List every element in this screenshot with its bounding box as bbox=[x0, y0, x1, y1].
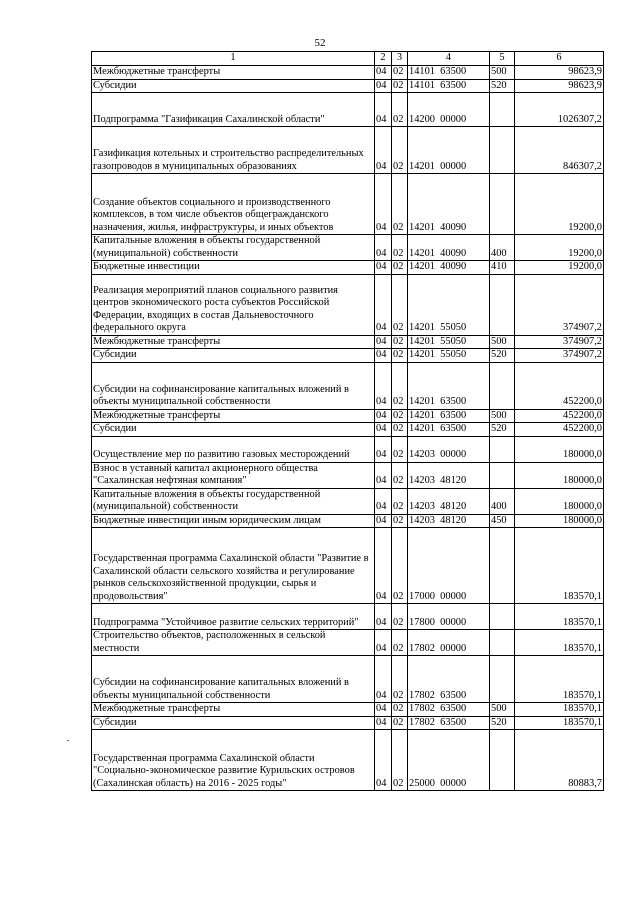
row-name-cell: Создание объектов социального и производственного комплексов, в том числе объектов общегражданского назначения, жилья, инфраструктуры, и иных объектов bbox=[92, 174, 375, 235]
row-c2-cell: 04 bbox=[375, 66, 392, 80]
table-row bbox=[92, 604, 604, 630]
row-c3-cell: 02 bbox=[392, 716, 408, 730]
row-c3-cell: 02 bbox=[392, 335, 408, 349]
row-c5-cell: 410 bbox=[490, 261, 515, 275]
row-name-cell: Межбюджетные трансферты bbox=[92, 335, 375, 349]
row-c3-cell: 02 bbox=[392, 362, 408, 409]
row-name-cell: Бюджетные инвестиции иным юридическим лицам bbox=[92, 514, 375, 528]
row-c4-cell: 17802 63500 bbox=[408, 656, 490, 703]
row-c5-cell bbox=[490, 362, 515, 409]
row-c6-cell: 452200,0 bbox=[515, 423, 604, 437]
row-c3-cell: 02 bbox=[392, 274, 408, 335]
row-c4-cell: 14201 63500 bbox=[408, 423, 490, 437]
table-row bbox=[92, 66, 604, 80]
table-row bbox=[92, 730, 604, 791]
row-c3-cell: 02 bbox=[392, 66, 408, 80]
row-c6-cell: 98623,9 bbox=[515, 66, 604, 80]
row-c5-cell: 500 bbox=[490, 409, 515, 423]
row-c4-cell: 14201 00000 bbox=[408, 127, 490, 174]
row-c2-cell: 04 bbox=[375, 362, 392, 409]
table-row bbox=[92, 235, 604, 261]
row-c4-cell: 17800 00000 bbox=[408, 604, 490, 630]
scan-speck bbox=[67, 740, 69, 741]
row-c6-cell: 846307,2 bbox=[515, 127, 604, 174]
row-c4-cell: 14201 63500 bbox=[408, 362, 490, 409]
row-c6-cell: 183570,1 bbox=[515, 630, 604, 656]
row-c5-cell: 500 bbox=[490, 335, 515, 349]
row-c6-cell: 452200,0 bbox=[515, 362, 604, 409]
table-row bbox=[92, 79, 604, 93]
row-c5-cell: 500 bbox=[490, 703, 515, 717]
row-name-cell: Газификация котельных и строительство распределительных газопроводов в муниципальных образованиях bbox=[92, 127, 375, 174]
row-name-cell: Субсидии bbox=[92, 79, 375, 93]
row-c6-cell: 19200,0 bbox=[515, 261, 604, 275]
row-c4-cell: 14201 55050 bbox=[408, 349, 490, 363]
row-c3-cell: 02 bbox=[392, 127, 408, 174]
row-c4-cell: 14201 40090 bbox=[408, 174, 490, 235]
row-c5-cell bbox=[490, 436, 515, 462]
row-c5-cell: 400 bbox=[490, 488, 515, 514]
row-c6-cell: 19200,0 bbox=[515, 174, 604, 235]
row-c6-cell: 183570,1 bbox=[515, 716, 604, 730]
row-c6-cell: 180000,0 bbox=[515, 514, 604, 528]
row-c2-cell: 04 bbox=[375, 127, 392, 174]
table-row bbox=[92, 174, 604, 235]
row-c3-cell: 02 bbox=[392, 656, 408, 703]
row-c3-cell: 02 bbox=[392, 730, 408, 791]
row-c2-cell: 04 bbox=[375, 630, 392, 656]
row-c4-cell: 14203 00000 bbox=[408, 436, 490, 462]
row-c2-cell: 04 bbox=[375, 349, 392, 363]
row-c2-cell: 04 bbox=[375, 436, 392, 462]
row-c6-cell: 374907,2 bbox=[515, 349, 604, 363]
row-c6-cell: 374907,2 bbox=[515, 274, 604, 335]
row-c3-cell: 02 bbox=[392, 462, 408, 488]
row-name-cell: Капитальные вложения в объекты государственной (муниципальной) собственности bbox=[92, 488, 375, 514]
row-c2-cell: 04 bbox=[375, 488, 392, 514]
row-c4-cell: 14201 55050 bbox=[408, 274, 490, 335]
row-c4-cell: 14201 40090 bbox=[408, 235, 490, 261]
row-name-cell: Межбюджетные трансферты bbox=[92, 409, 375, 423]
row-c2-cell: 04 bbox=[375, 462, 392, 488]
table-row bbox=[92, 409, 604, 423]
table-row bbox=[92, 362, 604, 409]
row-c5-cell: 400 bbox=[490, 235, 515, 261]
row-c2-cell: 04 bbox=[375, 174, 392, 235]
row-c3-cell: 02 bbox=[392, 423, 408, 437]
row-name-cell: Строительство объектов, расположенных в сельской местности bbox=[92, 630, 375, 656]
row-c5-cell bbox=[490, 274, 515, 335]
table-row bbox=[92, 127, 604, 174]
row-c5-cell bbox=[490, 528, 515, 604]
row-c4-cell: 17000 00000 bbox=[408, 528, 490, 604]
row-name-cell: Межбюджетные трансферты bbox=[92, 66, 375, 80]
row-c6-cell: 180000,0 bbox=[515, 462, 604, 488]
table-row bbox=[92, 656, 604, 703]
row-name-cell: Осуществление мер по развитию газовых месторождений bbox=[92, 436, 375, 462]
row-c2-cell: 04 bbox=[375, 93, 392, 127]
row-c4-cell: 17802 63500 bbox=[408, 716, 490, 730]
row-c6-cell: 1026307,2 bbox=[515, 93, 604, 127]
row-c2-cell: 04 bbox=[375, 514, 392, 528]
row-c3-cell: 02 bbox=[392, 514, 408, 528]
header-col-4: 4 bbox=[408, 52, 490, 66]
row-c5-cell bbox=[490, 174, 515, 235]
row-c5-cell: 520 bbox=[490, 349, 515, 363]
row-c6-cell: 183570,1 bbox=[515, 604, 604, 630]
header-col-3: 3 bbox=[392, 52, 408, 66]
header-col-2: 2 bbox=[375, 52, 392, 66]
row-c4-cell: 14203 48120 bbox=[408, 462, 490, 488]
row-c4-cell: 17802 00000 bbox=[408, 630, 490, 656]
row-c4-cell: 14101 63500 bbox=[408, 79, 490, 93]
row-name-cell: Бюджетные инвестиции bbox=[92, 261, 375, 275]
table-row bbox=[92, 423, 604, 437]
row-c6-cell: 180000,0 bbox=[515, 436, 604, 462]
row-c4-cell: 14203 48120 bbox=[408, 514, 490, 528]
row-name-cell: Субсидии bbox=[92, 716, 375, 730]
row-c2-cell: 04 bbox=[375, 79, 392, 93]
row-c5-cell bbox=[490, 462, 515, 488]
table-row bbox=[92, 462, 604, 488]
table-row bbox=[92, 630, 604, 656]
row-c2-cell: 04 bbox=[375, 261, 392, 275]
row-c2-cell: 04 bbox=[375, 528, 392, 604]
row-name-cell: Субсидии на софинансирование капитальных вложений в объекты муниципальной собственности bbox=[92, 656, 375, 703]
table-row bbox=[92, 528, 604, 604]
row-name-cell: Реализация мероприятий планов социального развития центров экономического роста субъектов Российской Федерации, входящих в состав Дальневосточного федерального округа bbox=[92, 274, 375, 335]
row-c4-cell: 14101 63500 bbox=[408, 66, 490, 80]
row-c6-cell: 452200,0 bbox=[515, 409, 604, 423]
header-col-1: 1 bbox=[92, 52, 375, 66]
row-c6-cell: 183570,1 bbox=[515, 656, 604, 703]
row-name-cell: Государственная программа Сахалинской области "Социально-экономическое развитие Курильских островов (Сахалинская область) на 2016 - 2025 годы" bbox=[92, 730, 375, 791]
table-row bbox=[92, 514, 604, 528]
row-c6-cell: 19200,0 bbox=[515, 235, 604, 261]
row-c5-cell: 520 bbox=[490, 79, 515, 93]
row-c3-cell: 02 bbox=[392, 436, 408, 462]
row-name-cell: Капитальные вложения в объекты государственной (муниципальной) собственности bbox=[92, 235, 375, 261]
row-c5-cell: 450 bbox=[490, 514, 515, 528]
row-c2-cell: 04 bbox=[375, 235, 392, 261]
row-c2-cell: 04 bbox=[375, 409, 392, 423]
row-c5-cell bbox=[490, 93, 515, 127]
row-c2-cell: 04 bbox=[375, 656, 392, 703]
table-row bbox=[92, 261, 604, 275]
row-name-cell: Субсидии bbox=[92, 349, 375, 363]
row-c4-cell: 14201 40090 bbox=[408, 261, 490, 275]
row-c4-cell: 14201 55050 bbox=[408, 335, 490, 349]
row-name-cell: Подпрограмма "Устойчивое развитие сельских территорий" bbox=[92, 604, 375, 630]
row-c6-cell: 98623,9 bbox=[515, 79, 604, 93]
table-header-row bbox=[92, 52, 604, 66]
row-name-cell: Государственная программа Сахалинской области "Развитие в Сахалинской области сельского хозяйства и регулирование рынков сельскохозяйственной продукции, сырья и продовольствия" bbox=[92, 528, 375, 604]
row-name-cell: Взнос в уставный капитал акционерного общества "Сахалинская нефтяная компания" bbox=[92, 462, 375, 488]
row-c4-cell: 14203 48120 bbox=[408, 488, 490, 514]
row-c2-cell: 04 bbox=[375, 274, 392, 335]
row-c5-cell bbox=[490, 630, 515, 656]
table-row bbox=[92, 488, 604, 514]
row-name-cell: Подпрограмма "Газификация Сахалинской области" bbox=[92, 93, 375, 127]
row-c2-cell: 04 bbox=[375, 716, 392, 730]
row-c3-cell: 02 bbox=[392, 604, 408, 630]
row-c5-cell: 520 bbox=[490, 716, 515, 730]
row-c4-cell: 14201 63500 bbox=[408, 409, 490, 423]
row-c5-cell: 500 bbox=[490, 66, 515, 80]
row-c3-cell: 02 bbox=[392, 349, 408, 363]
table-row bbox=[92, 349, 604, 363]
table-row bbox=[92, 93, 604, 127]
row-name-cell: Межбюджетные трансферты bbox=[92, 703, 375, 717]
row-c3-cell: 02 bbox=[392, 174, 408, 235]
table-row bbox=[92, 703, 604, 717]
table-body bbox=[92, 66, 604, 791]
page-number: 52 bbox=[314, 37, 326, 49]
header-col-5: 5 bbox=[490, 52, 515, 66]
table-row bbox=[92, 436, 604, 462]
row-c3-cell: 02 bbox=[392, 528, 408, 604]
row-c3-cell: 02 bbox=[392, 703, 408, 717]
row-c2-cell: 04 bbox=[375, 423, 392, 437]
row-c2-cell: 04 bbox=[375, 730, 392, 791]
row-c3-cell: 02 bbox=[392, 261, 408, 275]
row-c3-cell: 02 bbox=[392, 630, 408, 656]
row-c2-cell: 04 bbox=[375, 335, 392, 349]
row-c3-cell: 02 bbox=[392, 488, 408, 514]
row-name-cell: Субсидии на софинансирование капитальных вложений в объекты муниципальной собственности bbox=[92, 362, 375, 409]
row-c4-cell: 25000 00000 bbox=[408, 730, 490, 791]
row-c5-cell bbox=[490, 127, 515, 174]
row-c3-cell: 02 bbox=[392, 79, 408, 93]
budget-table bbox=[91, 51, 604, 791]
row-name-cell: Субсидии bbox=[92, 423, 375, 437]
table-row bbox=[92, 716, 604, 730]
row-c6-cell: 183570,1 bbox=[515, 703, 604, 717]
row-c4-cell: 17802 63500 bbox=[408, 703, 490, 717]
row-c5-cell bbox=[490, 604, 515, 630]
row-c2-cell: 04 bbox=[375, 703, 392, 717]
row-c6-cell: 80883,7 bbox=[515, 730, 604, 791]
row-c3-cell: 02 bbox=[392, 409, 408, 423]
table-row bbox=[92, 335, 604, 349]
row-c3-cell: 02 bbox=[392, 93, 408, 127]
table-row bbox=[92, 274, 604, 335]
row-c6-cell: 183570,1 bbox=[515, 528, 604, 604]
row-c4-cell: 14200 00000 bbox=[408, 93, 490, 127]
row-c3-cell: 02 bbox=[392, 235, 408, 261]
header-col-6: 6 bbox=[515, 52, 604, 66]
row-c5-cell: 520 bbox=[490, 423, 515, 437]
row-c5-cell bbox=[490, 730, 515, 791]
row-c6-cell: 374907,2 bbox=[515, 335, 604, 349]
row-c2-cell: 04 bbox=[375, 604, 392, 630]
row-c6-cell: 180000,0 bbox=[515, 488, 604, 514]
row-c5-cell bbox=[490, 656, 515, 703]
